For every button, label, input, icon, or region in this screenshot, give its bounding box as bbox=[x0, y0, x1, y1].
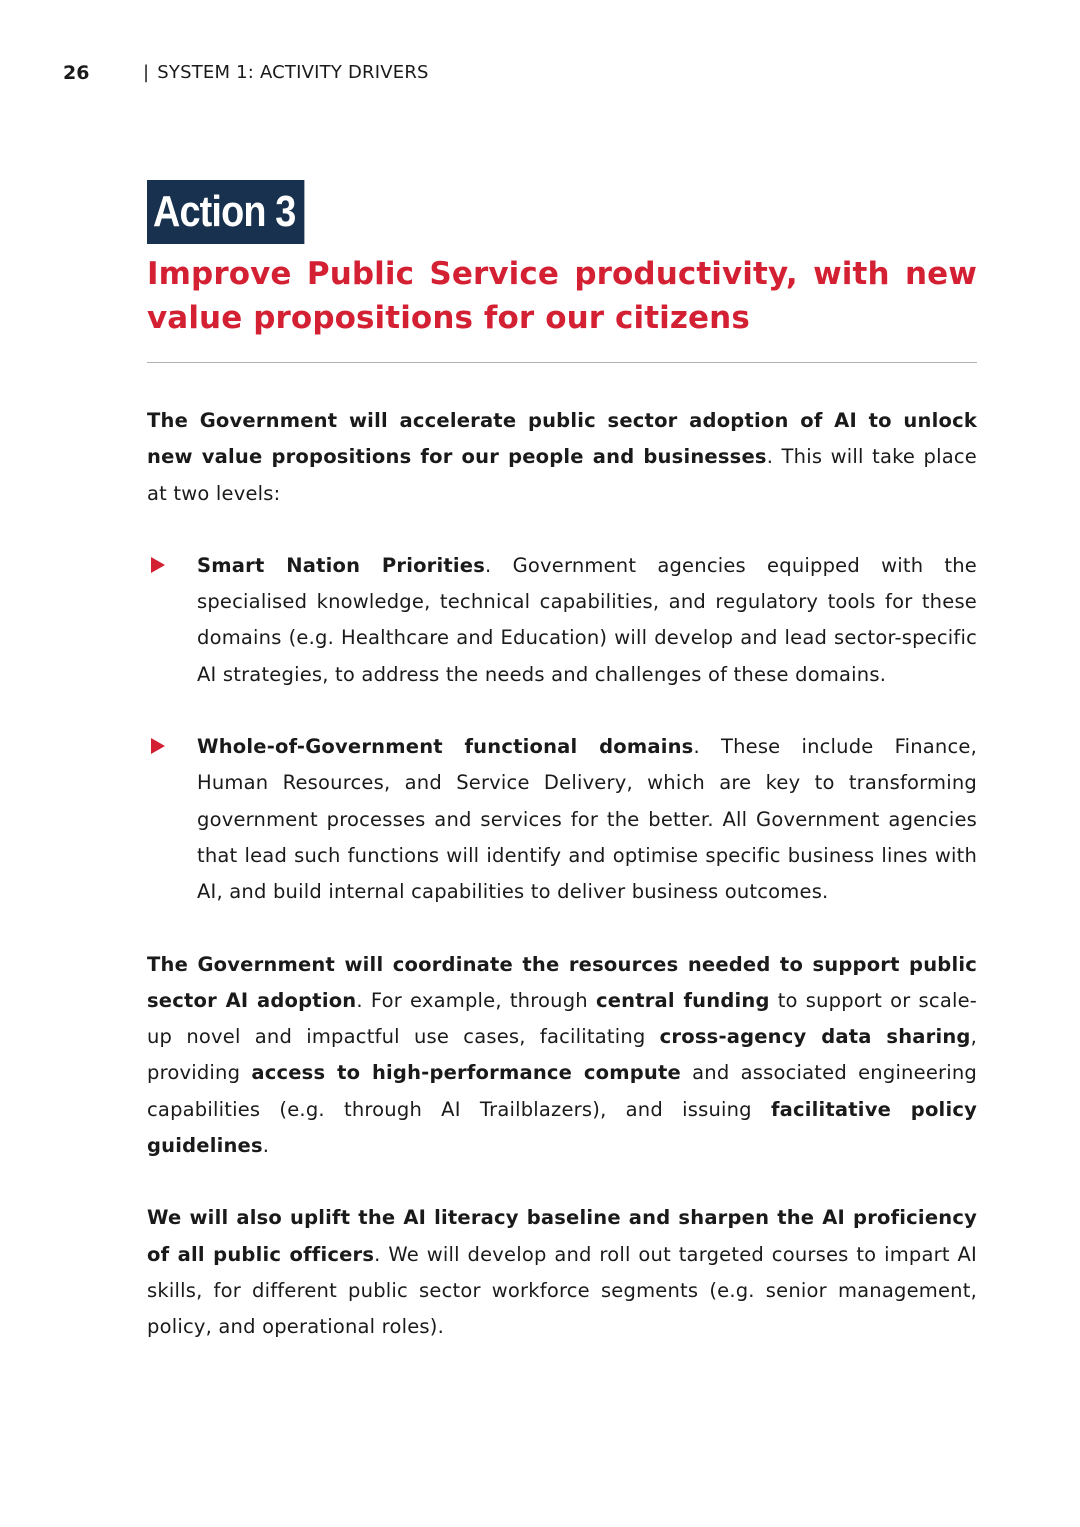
resources-text-3: , providing bbox=[147, 1025, 977, 1085]
literacy-text: . We will develop and roll out targeted courses to impart AI skills, for different public sector workforce segments (e.g. senior management, policy, and operational roles). bbox=[147, 1242, 977, 1339]
resources-text-1: . For example, through bbox=[356, 988, 596, 1012]
bullet-text: . Government agencies equipped with the specialised knowledge, technical capabilities, and regulatory tools for these domains (e.g. Healthcare and Education) will develop and lead sector-specific AI strategies, to address the needs and challenges of these domains. bbox=[197, 553, 978, 686]
resources-text-2: to support or scale-up novel and impactful use cases, facilitating bbox=[147, 988, 978, 1049]
header-separator: | bbox=[143, 62, 150, 83]
bullet-list bbox=[147, 548, 977, 911]
resources-text-5: . bbox=[262, 1134, 270, 1158]
section-label bbox=[143, 62, 429, 83]
resources-bold-1: The Government will coordinate the resources needed to support public sector AI adoption bbox=[147, 952, 977, 1012]
page-number: 26 bbox=[63, 62, 90, 84]
resources-bold-2: central funding bbox=[595, 988, 770, 1012]
triangle-right-icon bbox=[151, 738, 165, 754]
intro-paragraph bbox=[147, 403, 977, 512]
action-badge: Action 3 bbox=[147, 180, 304, 244]
list-item bbox=[147, 729, 977, 910]
action-title: Improve Public Service productivity, with new value propositions for our citizens bbox=[147, 256, 977, 336]
main-content bbox=[147, 180, 977, 1346]
resources-paragraph bbox=[147, 947, 977, 1165]
resources-bold-4: access to high-performance compute bbox=[251, 1061, 681, 1085]
section-title: SYSTEM 1: ACTIVITY DRIVERS bbox=[157, 62, 429, 83]
intro-text: . This will take place at two levels: bbox=[147, 445, 977, 505]
resources-bold-3: cross-agency data sharing bbox=[659, 1025, 971, 1049]
bullet-title: Whole-of-Government functional domains bbox=[197, 735, 694, 759]
resources-text-4: and associated engineering capabilities (e.g. through AI Trailblazers), and issuing bbox=[147, 1061, 977, 1121]
divider bbox=[147, 362, 977, 363]
bullet-text: . These include Finance, Human Resources, and Service Delivery, which are key to transforming government processes and services for the better. All Government agencies that lead such functions will identify and optimise specific business lines with AI, and build internal capabilities to deliver business outcomes. bbox=[197, 735, 977, 904]
resources-bold-5: facilitative policy guidelines bbox=[147, 1097, 977, 1158]
literacy-paragraph bbox=[147, 1200, 977, 1345]
intro-bold: The Government will accelerate public sector adoption of AI to unlock new value propositions for our people and businesses bbox=[147, 409, 977, 469]
list-item bbox=[147, 548, 977, 693]
literacy-bold: We will also uplift the AI literacy baseline and sharpen the AI proficiency of all public officers bbox=[147, 1206, 977, 1266]
triangle-right-icon bbox=[151, 557, 165, 573]
bullet-title: Smart Nation Priorities bbox=[197, 553, 486, 577]
